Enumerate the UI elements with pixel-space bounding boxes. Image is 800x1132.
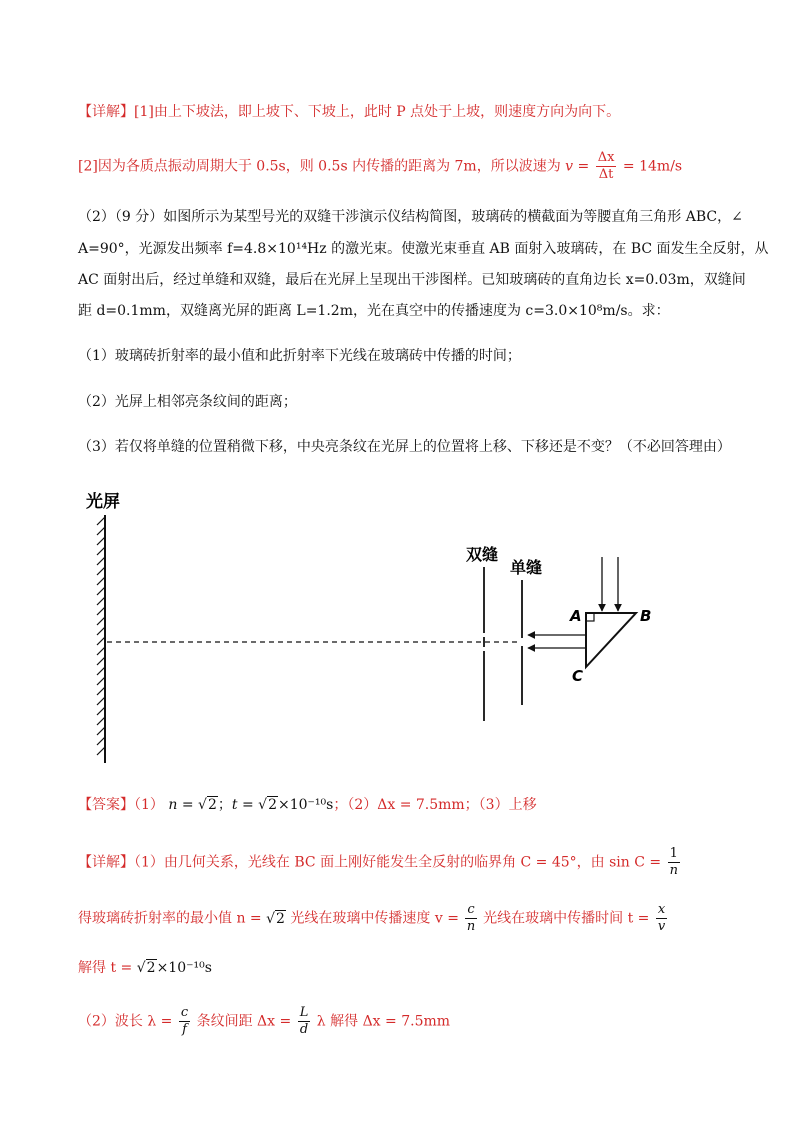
vertex-c-label: C [572,667,584,685]
spacing-fraction [298,1005,311,1038]
screen [97,515,105,763]
question-3: （3）若仅将单缝的位置稍微下移，中央亮条纹在光屏上的位置将上移、下移还是不变？（不必回答理由） [78,439,731,455]
question-2: （2）光屏上相邻亮条纹间的距离； [78,394,297,410]
question-1: （1）玻璃砖折射率的最小值和此折射率下光线在玻璃砖中传播的时间； [78,348,521,364]
sqrt-2-c: √2 [266,910,285,927]
lambda-fraction [179,1005,190,1038]
answer-line [78,795,537,815]
velocity-symbol: v [565,158,574,175]
double-slit-label: 双缝 [466,545,499,564]
right-angle-mark [586,613,594,621]
fraction-numerator: Δx [597,150,615,165]
fraction-denominator: Δt [598,167,614,182]
spacing-num: L [299,1005,309,1020]
t-den: v [657,919,666,934]
sin-fraction [668,846,680,879]
t-equation: t = [231,797,259,813]
n-equation: n = [168,797,199,813]
sqrt-2-d: √2 [136,960,156,976]
answer-formulas [168,797,333,813]
detail-label: 【详解】 [78,104,134,120]
answer-part2: ；（2）Δx = 7.5mm；（3）上移 [333,797,537,813]
spacing-den: d [299,1022,309,1037]
screen-label: 光屏 [86,492,120,512]
apparatus-figure [0,485,800,785]
t-value-tail: ×10⁻¹⁰s [277,797,334,813]
t-num: x [657,902,666,917]
explain-text-2c: 光线在玻璃中传播时间 t = [483,910,650,927]
answer-separator: ； [217,797,232,813]
lambda-num: c [180,1005,189,1020]
detail-text-1: [1]由上下坡法，即上坡下、下坡上，此时 P 点处于上坡，则速度方向为向下。 [134,104,621,120]
explain-line-4 [78,1005,450,1038]
explain-text-4c: λ 解得 Δx = 7.5mm [316,1013,451,1030]
problem-line-2: A=90°，光源发出频率 f=4.8×10¹⁴Hz 的激光束。使激光束垂直 AB 面射入玻璃砖，在 BC 面发生全反射，从 [78,241,769,257]
explain-text-2a: 得玻璃砖折射率的最小值 n = [78,910,267,927]
detail-line-2: [2]因为各质点振动周期大于 0.5s，则 0.5s 内传播的距离为 7m，所以波速为 v = $\frac{\Delta x}{\Delta t}$ = 14m/s [78,150,683,182]
explain-line-3 [78,958,212,978]
explain-text-4b: 条纹间距 Δx = [196,1013,292,1030]
explain-text-4a: （2）波长 λ = [78,1013,173,1030]
explain-text-3a: 解得 t = [78,960,137,976]
explain-label: 【详解】 [78,854,134,871]
vertex-b-label: B [640,607,652,625]
explain-line-1 [78,846,682,879]
explain-text-2b: 光线在玻璃中传播速度 v = [290,910,459,927]
problem-line-4: 距 d=0.1mm，双缝离光屏的距离 L=1.2m，光在真空中的传播速度为 c=3.0×10⁸m/s。求： [78,303,670,319]
detail-line-1 [78,102,620,122]
answer-label: 【答案】 [78,797,134,813]
sqrt-2-radicand: 2 [207,797,217,813]
vertex-a-label: A [570,607,582,625]
single-slit-label: 单缝 [510,558,543,577]
lambda-den: f [182,1022,187,1037]
velocity-fraction [596,150,617,183]
t-fraction [656,902,667,935]
sqrt-2-b: √2 [258,797,277,813]
sin-num: 1 [669,846,678,861]
velocity-result: = 14m/s [622,158,683,175]
explain-text-3b: ×10⁻¹⁰s [156,960,212,976]
v-den: n [466,919,476,934]
sin-den: n [669,863,678,878]
v-fraction [465,902,476,935]
v-num: c [467,902,475,917]
sqrt-2: √2 [198,797,217,813]
answer-part1-prefix: （1） [134,797,164,813]
problem-line-3: AC 面射出后，经过单缝和双缝，最后在光屏上呈现出干涉图样。已知玻璃砖的直角边长 x=0.03m，双缝间 [78,272,746,288]
explain-line-2 [78,902,669,935]
detail-text-2: [2]因为各质点振动周期大于 0.5s，则 0.5s 内传播的距离为 7m，所以波速为 [78,158,561,175]
problem-line-1: （2）（9 分）如图所示为某型号光的双缝干涉演示仪结构简图，玻璃砖的横截面为等腰直角三角形 ABC，∠ [78,209,743,225]
explain-text-1: （1）由几何关系，光线在 BC 面上刚好能发生全反射的临界角 C = 45°，由 sin C = [134,854,662,871]
